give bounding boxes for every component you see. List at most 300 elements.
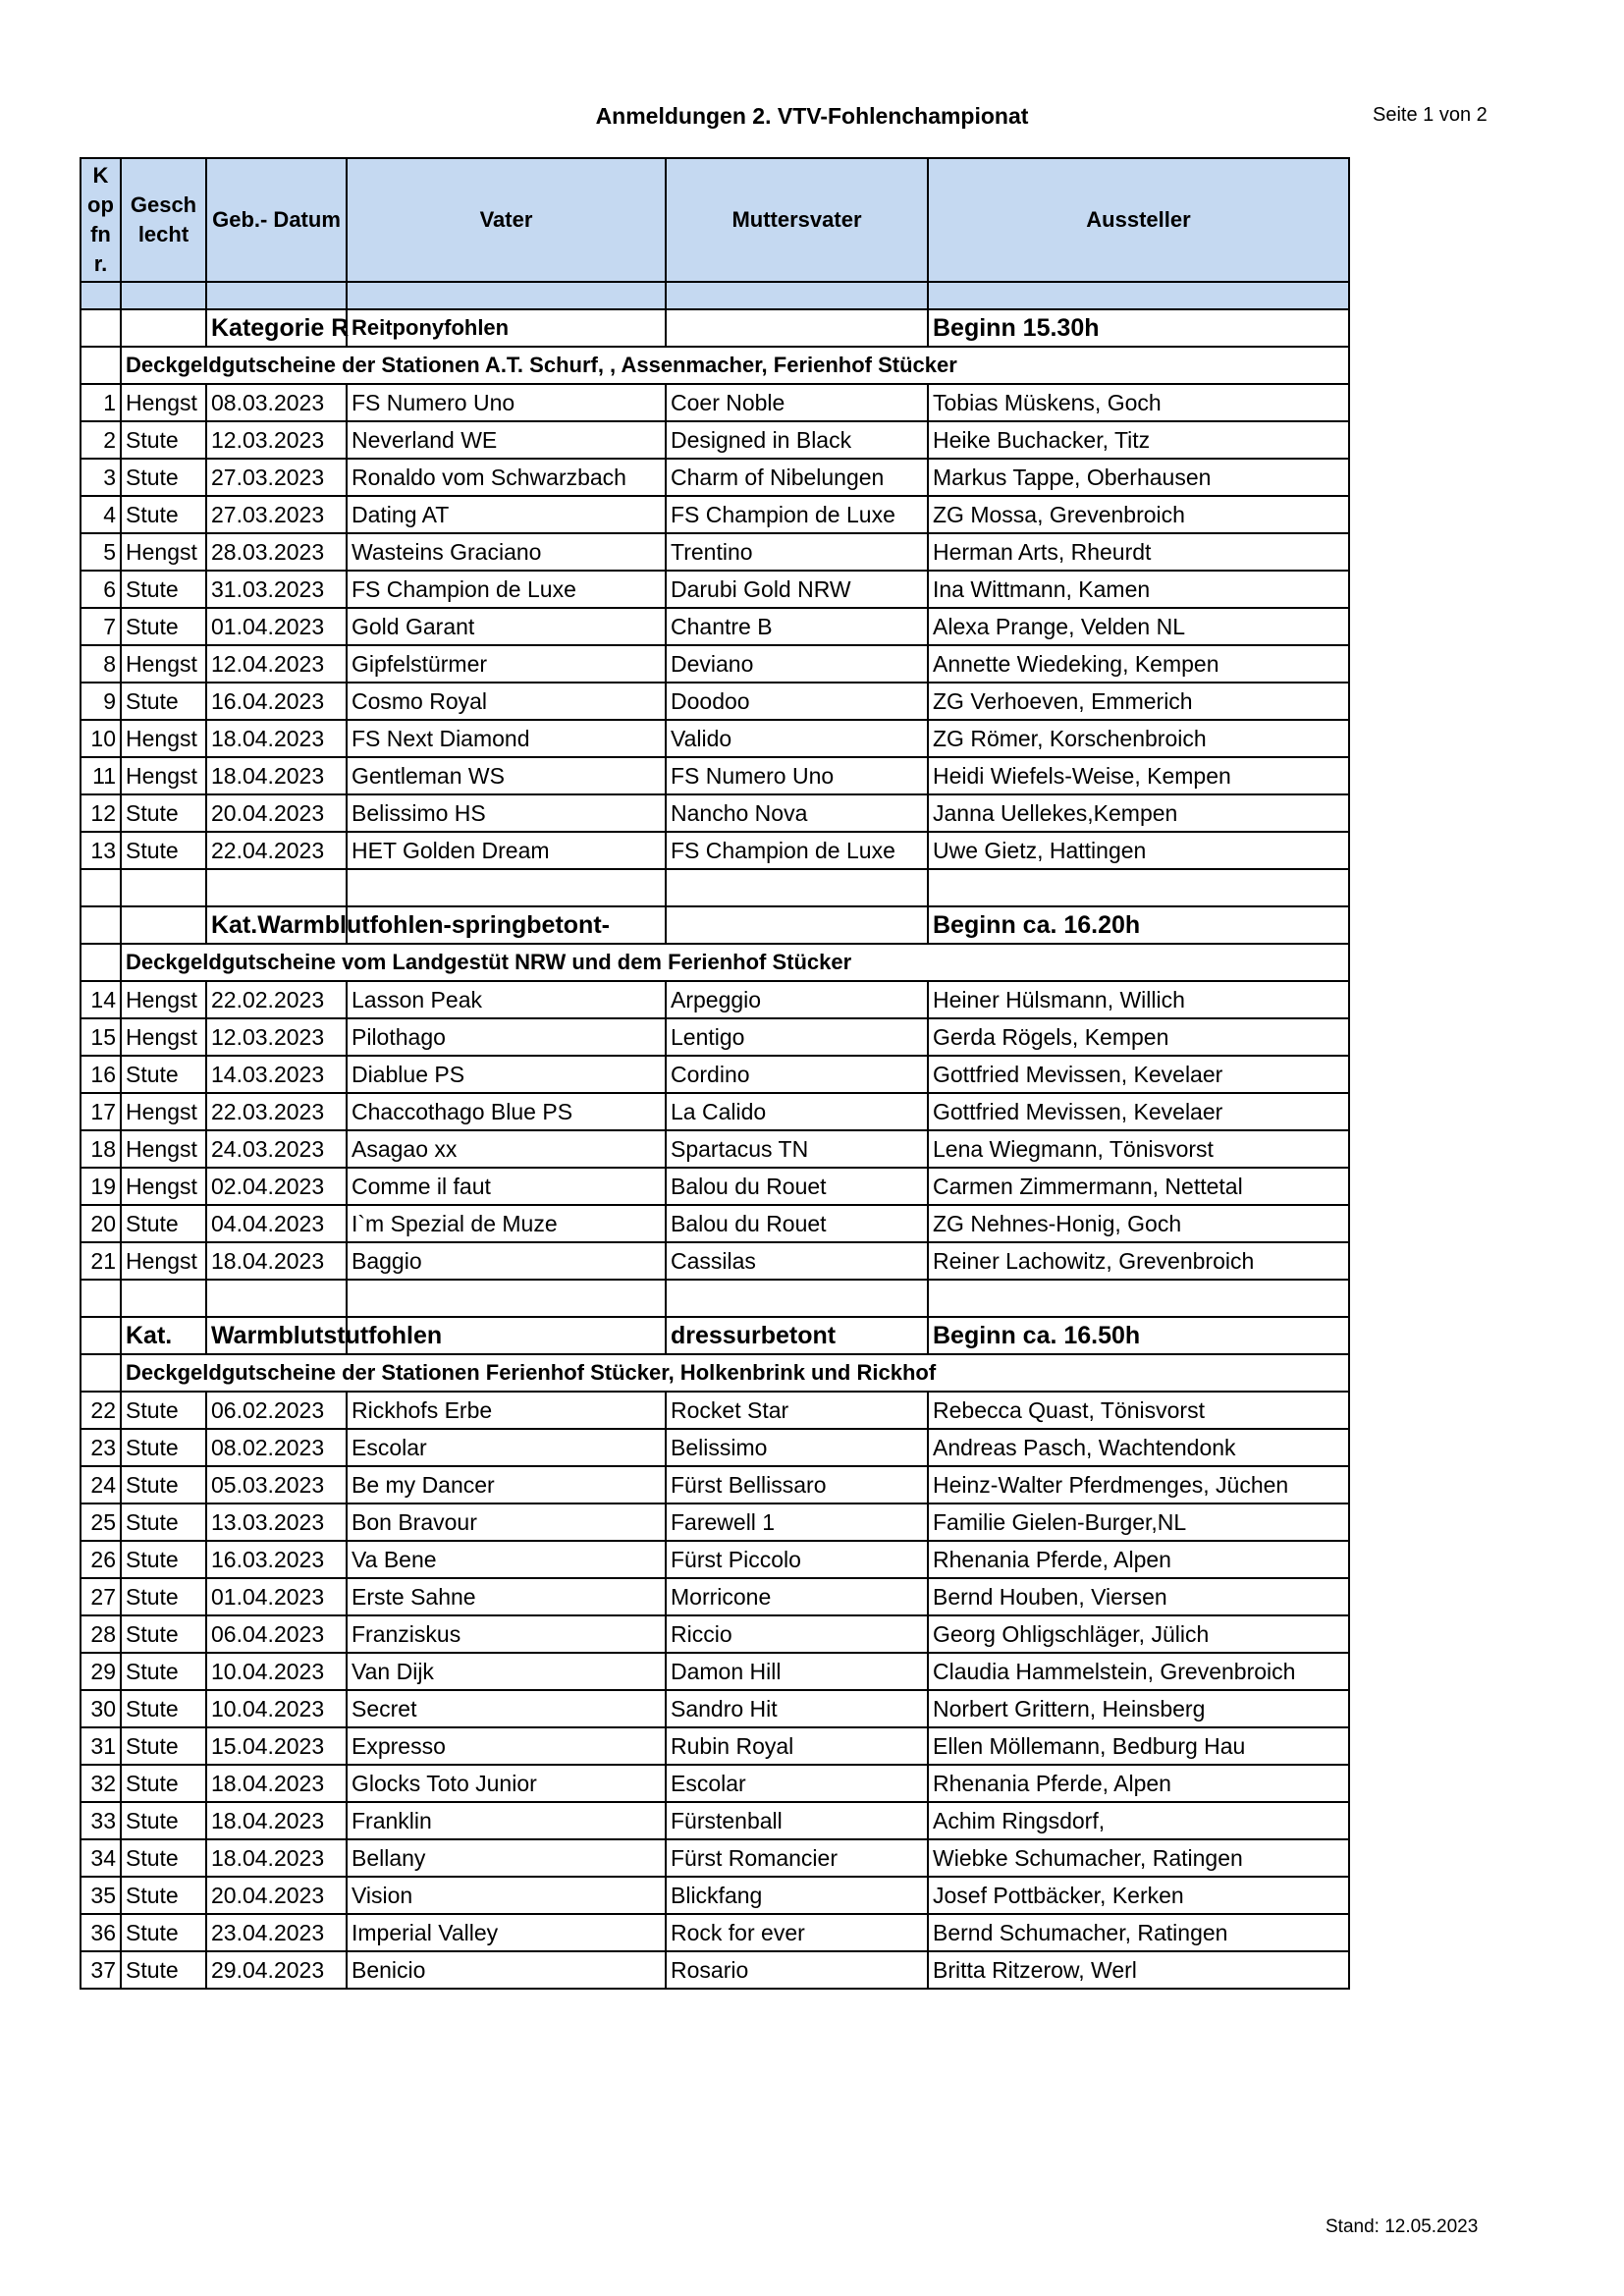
aussteller-cell: Rhenania Pferde, Alpen bbox=[928, 1541, 1349, 1578]
datum-cell: 13.03.2023 bbox=[206, 1503, 347, 1541]
table-row bbox=[81, 608, 1349, 645]
datum-cell: 02.04.2023 bbox=[206, 1168, 347, 1205]
datum-cell: 23.04.2023 bbox=[206, 1914, 347, 1951]
category-prefix: Kat. bbox=[121, 1317, 206, 1354]
datum-cell: 22.02.2023 bbox=[206, 981, 347, 1018]
geschlecht-cell: Stute bbox=[121, 1951, 206, 1989]
empty-cell bbox=[81, 1280, 121, 1317]
vater-cell: Benicio bbox=[347, 1951, 666, 1989]
muttersvater-cell: Cordino bbox=[666, 1056, 928, 1093]
muttersvater-cell: Damon Hill bbox=[666, 1653, 928, 1690]
header-kopfnr: K op fn r. bbox=[81, 158, 121, 282]
table-row bbox=[81, 1653, 1349, 1690]
table-row bbox=[81, 794, 1349, 832]
empty-cell bbox=[666, 282, 928, 309]
kopfnr-cell: 23 bbox=[81, 1429, 121, 1466]
datum-cell: 18.04.2023 bbox=[206, 1242, 347, 1280]
category-type bbox=[666, 906, 928, 944]
table-row bbox=[81, 1130, 1349, 1168]
geschlecht-cell: Hengst bbox=[121, 533, 206, 571]
datum-cell: 22.03.2023 bbox=[206, 1093, 347, 1130]
table-row bbox=[81, 832, 1349, 869]
table-row bbox=[81, 1951, 1349, 1989]
geschlecht-cell: Stute bbox=[121, 794, 206, 832]
vater-cell: Secret bbox=[347, 1690, 666, 1727]
table-row bbox=[81, 1205, 1349, 1242]
vater-cell: Comme il faut bbox=[347, 1168, 666, 1205]
vater-cell: Bellany bbox=[347, 1839, 666, 1877]
vater-cell: Gipfelstürmer bbox=[347, 645, 666, 683]
aussteller-cell: Ellen Möllemann, Bedburg Hau bbox=[928, 1727, 1349, 1765]
vater-cell: Gold Garant bbox=[347, 608, 666, 645]
table-row bbox=[81, 757, 1349, 794]
geschlecht-cell: Stute bbox=[121, 1429, 206, 1466]
geschlecht-cell: Hengst bbox=[121, 1242, 206, 1280]
category-row bbox=[81, 1317, 1349, 1354]
datum-cell: 27.03.2023 bbox=[206, 496, 347, 533]
kopfnr-cell: 37 bbox=[81, 1951, 121, 1989]
kopfnr-cell: 25 bbox=[81, 1503, 121, 1541]
muttersvater-cell: Doodoo bbox=[666, 683, 928, 720]
geschlecht-cell: Hengst bbox=[121, 720, 206, 757]
vater-cell: Rickhofs Erbe bbox=[347, 1392, 666, 1429]
vater-cell: Belissimo HS bbox=[347, 794, 666, 832]
studs-row bbox=[81, 347, 1349, 384]
aussteller-cell: Rebecca Quast, Tönisvorst bbox=[928, 1392, 1349, 1429]
kopfnr-cell: 33 bbox=[81, 1802, 121, 1839]
muttersvater-cell: Darubi Gold NRW bbox=[666, 571, 928, 608]
geschlecht-cell: Stute bbox=[121, 571, 206, 608]
category-type bbox=[666, 309, 928, 347]
table-row bbox=[81, 981, 1349, 1018]
muttersvater-cell: Riccio bbox=[666, 1615, 928, 1653]
empty-cell bbox=[666, 869, 928, 906]
empty-cell bbox=[81, 1317, 121, 1354]
aussteller-cell: Alexa Prange, Velden NL bbox=[928, 608, 1349, 645]
muttersvater-cell: Lentigo bbox=[666, 1018, 928, 1056]
empty-cell bbox=[206, 1280, 347, 1317]
category-row bbox=[81, 309, 1349, 347]
geschlecht-cell: Hengst bbox=[121, 384, 206, 421]
table-body bbox=[81, 282, 1349, 1989]
kopfnr-cell: 20 bbox=[81, 1205, 121, 1242]
muttersvater-cell: Balou du Rouet bbox=[666, 1205, 928, 1242]
aussteller-cell: Norbert Grittern, Heinsberg bbox=[928, 1690, 1349, 1727]
datum-cell: 05.03.2023 bbox=[206, 1466, 347, 1503]
vater-cell: Ronaldo vom Schwarzbach bbox=[347, 459, 666, 496]
empty-cell bbox=[81, 906, 121, 944]
table-row bbox=[81, 533, 1349, 571]
datum-cell: 22.04.2023 bbox=[206, 832, 347, 869]
aussteller-cell: Gottfried Mevissen, Kevelaer bbox=[928, 1093, 1349, 1130]
empty-cell bbox=[666, 1280, 928, 1317]
kopfnr-cell: 22 bbox=[81, 1392, 121, 1429]
category-start-time: Beginn ca. 16.50h bbox=[928, 1317, 1349, 1354]
datum-cell: 04.04.2023 bbox=[206, 1205, 347, 1242]
kopfnr-cell: 3 bbox=[81, 459, 121, 496]
muttersvater-cell: Spartacus TN bbox=[666, 1130, 928, 1168]
vater-cell: Escolar bbox=[347, 1429, 666, 1466]
datum-cell: 12.04.2023 bbox=[206, 645, 347, 683]
datum-cell: 18.04.2023 bbox=[206, 1765, 347, 1802]
vater-cell: Be my Dancer bbox=[347, 1466, 666, 1503]
aussteller-cell: Ina Wittmann, Kamen bbox=[928, 571, 1349, 608]
aussteller-cell: Heike Buchacker, Titz bbox=[928, 421, 1349, 459]
muttersvater-cell: Rock for ever bbox=[666, 1914, 928, 1951]
header-geschlecht: Gesch lecht bbox=[121, 158, 206, 282]
aussteller-cell: Wiebke Schumacher, Ratingen bbox=[928, 1839, 1349, 1877]
vater-cell: Imperial Valley bbox=[347, 1914, 666, 1951]
aussteller-cell: Claudia Hammelstein, Grevenbroich bbox=[928, 1653, 1349, 1690]
header-spacer-row bbox=[81, 282, 1349, 309]
aussteller-cell: Carmen Zimmermann, Nettetal bbox=[928, 1168, 1349, 1205]
geschlecht-cell: Hengst bbox=[121, 1093, 206, 1130]
page-number: Seite 1 von 2 bbox=[1373, 104, 1488, 126]
category-sub: Reitponyfohlen bbox=[347, 309, 666, 347]
muttersvater-cell: Chantre B bbox=[666, 608, 928, 645]
aussteller-cell: Britta Ritzerow, Werl bbox=[928, 1951, 1349, 1989]
table-row bbox=[81, 1615, 1349, 1653]
geschlecht-cell: Hengst bbox=[121, 645, 206, 683]
geschlecht-cell: Stute bbox=[121, 1765, 206, 1802]
datum-cell: 01.04.2023 bbox=[206, 608, 347, 645]
kopfnr-cell: 24 bbox=[81, 1466, 121, 1503]
datum-cell: 29.04.2023 bbox=[206, 1951, 347, 1989]
kopfnr-cell: 15 bbox=[81, 1018, 121, 1056]
aussteller-cell: ZG Römer, Korschenbroich bbox=[928, 720, 1349, 757]
vater-cell: Bon Bravour bbox=[347, 1503, 666, 1541]
muttersvater-cell: La Calido bbox=[666, 1093, 928, 1130]
geschlecht-cell: Hengst bbox=[121, 981, 206, 1018]
stand-date: Stand: 12.05.2023 bbox=[1326, 2216, 1479, 2237]
kopfnr-cell: 16 bbox=[81, 1056, 121, 1093]
vater-cell: HET Golden Dream bbox=[347, 832, 666, 869]
page-title: Anmeldungen 2. VTV-Fohlenchampionat bbox=[595, 103, 1029, 129]
kopfnr-cell: 32 bbox=[81, 1765, 121, 1802]
muttersvater-cell: Sandro Hit bbox=[666, 1690, 928, 1727]
table-row bbox=[81, 496, 1349, 533]
geschlecht-cell: Stute bbox=[121, 832, 206, 869]
kopfnr-cell: 4 bbox=[81, 496, 121, 533]
geschlecht-cell: Stute bbox=[121, 1615, 206, 1653]
datum-cell: 12.03.2023 bbox=[206, 421, 347, 459]
table-row bbox=[81, 1765, 1349, 1802]
table-row bbox=[81, 1242, 1349, 1280]
geschlecht-cell: Stute bbox=[121, 1578, 206, 1615]
vater-cell: Neverland WE bbox=[347, 421, 666, 459]
category-name: Warmblutstutfohlen bbox=[206, 1317, 347, 1354]
datum-cell: 31.03.2023 bbox=[206, 571, 347, 608]
empty-cell bbox=[81, 944, 121, 981]
datum-cell: 27.03.2023 bbox=[206, 459, 347, 496]
datum-cell: 10.04.2023 bbox=[206, 1690, 347, 1727]
vater-cell: Van Dijk bbox=[347, 1653, 666, 1690]
vater-cell: FS Numero Uno bbox=[347, 384, 666, 421]
table-row bbox=[81, 1429, 1349, 1466]
aussteller-cell: Achim Ringsdorf, bbox=[928, 1802, 1349, 1839]
muttersvater-cell: Deviano bbox=[666, 645, 928, 683]
geschlecht-cell: Stute bbox=[121, 1839, 206, 1877]
aussteller-cell: Georg Ohligschläger, Jülich bbox=[928, 1615, 1349, 1653]
datum-cell: 16.03.2023 bbox=[206, 1541, 347, 1578]
datum-cell: 18.04.2023 bbox=[206, 720, 347, 757]
table-row bbox=[81, 571, 1349, 608]
category-name: Kategorie R bbox=[206, 309, 347, 347]
header-vater: Vater bbox=[347, 158, 666, 282]
vater-cell: Chaccothago Blue PS bbox=[347, 1093, 666, 1130]
vater-cell: FS Next Diamond bbox=[347, 720, 666, 757]
empty-cell bbox=[81, 869, 121, 906]
kopfnr-cell: 27 bbox=[81, 1578, 121, 1615]
category-prefix bbox=[121, 906, 206, 944]
geschlecht-cell: Stute bbox=[121, 608, 206, 645]
table-row bbox=[81, 1466, 1349, 1503]
vater-cell: Franziskus bbox=[347, 1615, 666, 1653]
kopfnr-cell: 10 bbox=[81, 720, 121, 757]
datum-cell: 14.03.2023 bbox=[206, 1056, 347, 1093]
empty-cell bbox=[206, 282, 347, 309]
empty-cell bbox=[206, 869, 347, 906]
muttersvater-cell: Farewell 1 bbox=[666, 1503, 928, 1541]
aussteller-cell: Gottfried Mevissen, Kevelaer bbox=[928, 1056, 1349, 1093]
muttersvater-cell: Valido bbox=[666, 720, 928, 757]
aussteller-cell: Gerda Rögels, Kempen bbox=[928, 1018, 1349, 1056]
empty-cell bbox=[928, 869, 1349, 906]
aussteller-cell: ZG Verhoeven, Emmerich bbox=[928, 683, 1349, 720]
kopfnr-cell: 12 bbox=[81, 794, 121, 832]
table-row bbox=[81, 1056, 1349, 1093]
table-row bbox=[81, 1877, 1349, 1914]
aussteller-cell: Heidi Wiefels-Weise, Kempen bbox=[928, 757, 1349, 794]
kopfnr-cell: 8 bbox=[81, 645, 121, 683]
aussteller-cell: Rhenania Pferde, Alpen bbox=[928, 1765, 1349, 1802]
geschlecht-cell: Stute bbox=[121, 1503, 206, 1541]
vater-cell: Vision bbox=[347, 1877, 666, 1914]
geschlecht-cell: Stute bbox=[121, 1914, 206, 1951]
table-row bbox=[81, 1541, 1349, 1578]
studs-row bbox=[81, 1354, 1349, 1392]
empty-cell bbox=[347, 1280, 666, 1317]
aussteller-cell: Josef Pottbäcker, Kerken bbox=[928, 1877, 1349, 1914]
header-datum: Geb.- Datum bbox=[206, 158, 347, 282]
geschlecht-cell: Stute bbox=[121, 1690, 206, 1727]
kopfnr-cell: 6 bbox=[81, 571, 121, 608]
kopfnr-cell: 28 bbox=[81, 1615, 121, 1653]
geschlecht-cell: Hengst bbox=[121, 1018, 206, 1056]
kopfnr-cell: 7 bbox=[81, 608, 121, 645]
empty-cell bbox=[928, 1280, 1349, 1317]
muttersvater-cell: Rocket Star bbox=[666, 1392, 928, 1429]
category-name: Kat.Warmblutfohlen-springbetont- bbox=[206, 906, 347, 944]
geschlecht-cell: Hengst bbox=[121, 1168, 206, 1205]
vater-cell: Lasson Peak bbox=[347, 981, 666, 1018]
aussteller-cell: Familie Gielen-Burger,NL bbox=[928, 1503, 1349, 1541]
vater-cell: Gentleman WS bbox=[347, 757, 666, 794]
datum-cell: 16.04.2023 bbox=[206, 683, 347, 720]
muttersvater-cell: Fürst Bellissaro bbox=[666, 1466, 928, 1503]
category-type: dressurbetont bbox=[666, 1317, 928, 1354]
muttersvater-cell: Fürst Romancier bbox=[666, 1839, 928, 1877]
geschlecht-cell: Stute bbox=[121, 1727, 206, 1765]
geschlecht-cell: Stute bbox=[121, 1541, 206, 1578]
empty-cell bbox=[81, 282, 121, 309]
table-row bbox=[81, 1802, 1349, 1839]
datum-cell: 15.04.2023 bbox=[206, 1727, 347, 1765]
empty-cell bbox=[121, 1280, 206, 1317]
category-prefix bbox=[121, 309, 206, 347]
geschlecht-cell: Stute bbox=[121, 1802, 206, 1839]
stud-vouchers-note: Deckgeldgutscheine vom Landgestüt NRW und dem Ferienhof Stücker bbox=[121, 944, 1349, 981]
kopfnr-cell: 9 bbox=[81, 683, 121, 720]
datum-cell: 06.04.2023 bbox=[206, 1615, 347, 1653]
kopfnr-cell: 29 bbox=[81, 1653, 121, 1690]
datum-cell: 20.04.2023 bbox=[206, 794, 347, 832]
kopfnr-cell: 35 bbox=[81, 1877, 121, 1914]
studs-row bbox=[81, 944, 1349, 981]
category-start-time: Beginn 15.30h bbox=[928, 309, 1349, 347]
table-row bbox=[81, 421, 1349, 459]
muttersvater-cell: Balou du Rouet bbox=[666, 1168, 928, 1205]
kopfnr-cell: 13 bbox=[81, 832, 121, 869]
empty-cell bbox=[121, 869, 206, 906]
kopfnr-cell: 31 bbox=[81, 1727, 121, 1765]
vater-cell: Dating AT bbox=[347, 496, 666, 533]
aussteller-cell: ZG Mossa, Grevenbroich bbox=[928, 496, 1349, 533]
table-row bbox=[81, 1503, 1349, 1541]
geschlecht-cell: Stute bbox=[121, 1653, 206, 1690]
spacer-row bbox=[81, 869, 1349, 906]
table-row bbox=[81, 645, 1349, 683]
table-row bbox=[81, 1727, 1349, 1765]
empty-cell bbox=[347, 869, 666, 906]
geschlecht-cell: Stute bbox=[121, 1056, 206, 1093]
datum-cell: 24.03.2023 bbox=[206, 1130, 347, 1168]
empty-cell bbox=[81, 347, 121, 384]
stud-vouchers-note: Deckgeldgutscheine der Stationen Ferienhof Stücker, Holkenbrink und Rickhof bbox=[121, 1354, 1349, 1392]
table-row bbox=[81, 683, 1349, 720]
empty-cell bbox=[121, 282, 206, 309]
kopfnr-cell: 34 bbox=[81, 1839, 121, 1877]
vater-cell: Expresso bbox=[347, 1727, 666, 1765]
kopfnr-cell: 30 bbox=[81, 1690, 121, 1727]
aussteller-cell: Reiner Lachowitz, Grevenbroich bbox=[928, 1242, 1349, 1280]
muttersvater-cell: Morricone bbox=[666, 1578, 928, 1615]
kopfnr-cell: 19 bbox=[81, 1168, 121, 1205]
muttersvater-cell: Coer Noble bbox=[666, 384, 928, 421]
empty-cell bbox=[81, 1354, 121, 1392]
geschlecht-cell: Stute bbox=[121, 1877, 206, 1914]
vater-cell: Diablue PS bbox=[347, 1056, 666, 1093]
table-row bbox=[81, 720, 1349, 757]
aussteller-cell: Annette Wiedeking, Kempen bbox=[928, 645, 1349, 683]
header-muttersvater: Muttersvater bbox=[666, 158, 928, 282]
geschlecht-cell: Stute bbox=[121, 1466, 206, 1503]
table-row bbox=[81, 1392, 1349, 1429]
aussteller-cell: Tobias Müskens, Goch bbox=[928, 384, 1349, 421]
datum-cell: 18.04.2023 bbox=[206, 1839, 347, 1877]
registrations-table bbox=[80, 157, 1350, 1990]
table-row bbox=[81, 384, 1349, 421]
table-row bbox=[81, 1578, 1349, 1615]
kopfnr-cell: 21 bbox=[81, 1242, 121, 1280]
aussteller-cell: Markus Tappe, Oberhausen bbox=[928, 459, 1349, 496]
datum-cell: 10.04.2023 bbox=[206, 1653, 347, 1690]
datum-cell: 12.03.2023 bbox=[206, 1018, 347, 1056]
muttersvater-cell: Nancho Nova bbox=[666, 794, 928, 832]
geschlecht-cell: Hengst bbox=[121, 757, 206, 794]
header-aussteller: Aussteller bbox=[928, 158, 1349, 282]
kopfnr-cell: 2 bbox=[81, 421, 121, 459]
muttersvater-cell: Escolar bbox=[666, 1765, 928, 1802]
muttersvater-cell: FS Numero Uno bbox=[666, 757, 928, 794]
aussteller-cell: Bernd Schumacher, Ratingen bbox=[928, 1914, 1349, 1951]
aussteller-cell: ZG Nehnes-Honig, Goch bbox=[928, 1205, 1349, 1242]
empty-cell bbox=[347, 282, 666, 309]
table-row bbox=[81, 1093, 1349, 1130]
muttersvater-cell: Belissimo bbox=[666, 1429, 928, 1466]
datum-cell: 08.03.2023 bbox=[206, 384, 347, 421]
vater-cell: Cosmo Royal bbox=[347, 683, 666, 720]
aussteller-cell: Andreas Pasch, Wachtendonk bbox=[928, 1429, 1349, 1466]
geschlecht-cell: Stute bbox=[121, 1205, 206, 1242]
muttersvater-cell: Rubin Royal bbox=[666, 1727, 928, 1765]
muttersvater-cell: Arpeggio bbox=[666, 981, 928, 1018]
table-row bbox=[81, 1839, 1349, 1877]
datum-cell: 18.04.2023 bbox=[206, 757, 347, 794]
datum-cell: 01.04.2023 bbox=[206, 1578, 347, 1615]
kopfnr-cell: 5 bbox=[81, 533, 121, 571]
aussteller-cell: Heinz-Walter Pferdmenges, Jüchen bbox=[928, 1466, 1349, 1503]
empty-cell bbox=[928, 282, 1349, 309]
stud-vouchers-note: Deckgeldgutscheine der Stationen A.T. Schurf, , Assenmacher, Ferienhof Stücker bbox=[121, 347, 1349, 384]
vater-cell: Va Bene bbox=[347, 1541, 666, 1578]
kopfnr-cell: 17 bbox=[81, 1093, 121, 1130]
datum-cell: 06.02.2023 bbox=[206, 1392, 347, 1429]
vater-cell: Pilothago bbox=[347, 1018, 666, 1056]
category-start-time: Beginn ca. 16.20h bbox=[928, 906, 1349, 944]
muttersvater-cell: FS Champion de Luxe bbox=[666, 832, 928, 869]
vater-cell: FS Champion de Luxe bbox=[347, 571, 666, 608]
empty-cell bbox=[81, 309, 121, 347]
muttersvater-cell: Trentino bbox=[666, 533, 928, 571]
geschlecht-cell: Stute bbox=[121, 421, 206, 459]
category-row bbox=[81, 906, 1349, 944]
datum-cell: 08.02.2023 bbox=[206, 1429, 347, 1466]
aussteller-cell: Janna Uellekes,Kempen bbox=[928, 794, 1349, 832]
geschlecht-cell: Hengst bbox=[121, 1130, 206, 1168]
muttersvater-cell: FS Champion de Luxe bbox=[666, 496, 928, 533]
datum-cell: 18.04.2023 bbox=[206, 1802, 347, 1839]
muttersvater-cell: Rosario bbox=[666, 1951, 928, 1989]
spacer-row bbox=[81, 1280, 1349, 1317]
geschlecht-cell: Stute bbox=[121, 459, 206, 496]
kopfnr-cell: 36 bbox=[81, 1914, 121, 1951]
kopfnr-cell: 14 bbox=[81, 981, 121, 1018]
muttersvater-cell: Charm of Nibelungen bbox=[666, 459, 928, 496]
kopfnr-cell: 26 bbox=[81, 1541, 121, 1578]
aussteller-cell: Lena Wiegmann, Tönisvorst bbox=[928, 1130, 1349, 1168]
kopfnr-cell: 11 bbox=[81, 757, 121, 794]
muttersvater-cell: Cassilas bbox=[666, 1242, 928, 1280]
aussteller-cell: Heiner Hülsmann, Willich bbox=[928, 981, 1349, 1018]
geschlecht-cell: Stute bbox=[121, 683, 206, 720]
vater-cell: Wasteins Graciano bbox=[347, 533, 666, 571]
vater-cell: Erste Sahne bbox=[347, 1578, 666, 1615]
vater-cell: Glocks Toto Junior bbox=[347, 1765, 666, 1802]
table-row bbox=[81, 1914, 1349, 1951]
muttersvater-cell: Designed in Black bbox=[666, 421, 928, 459]
vater-cell: Asagao xx bbox=[347, 1130, 666, 1168]
